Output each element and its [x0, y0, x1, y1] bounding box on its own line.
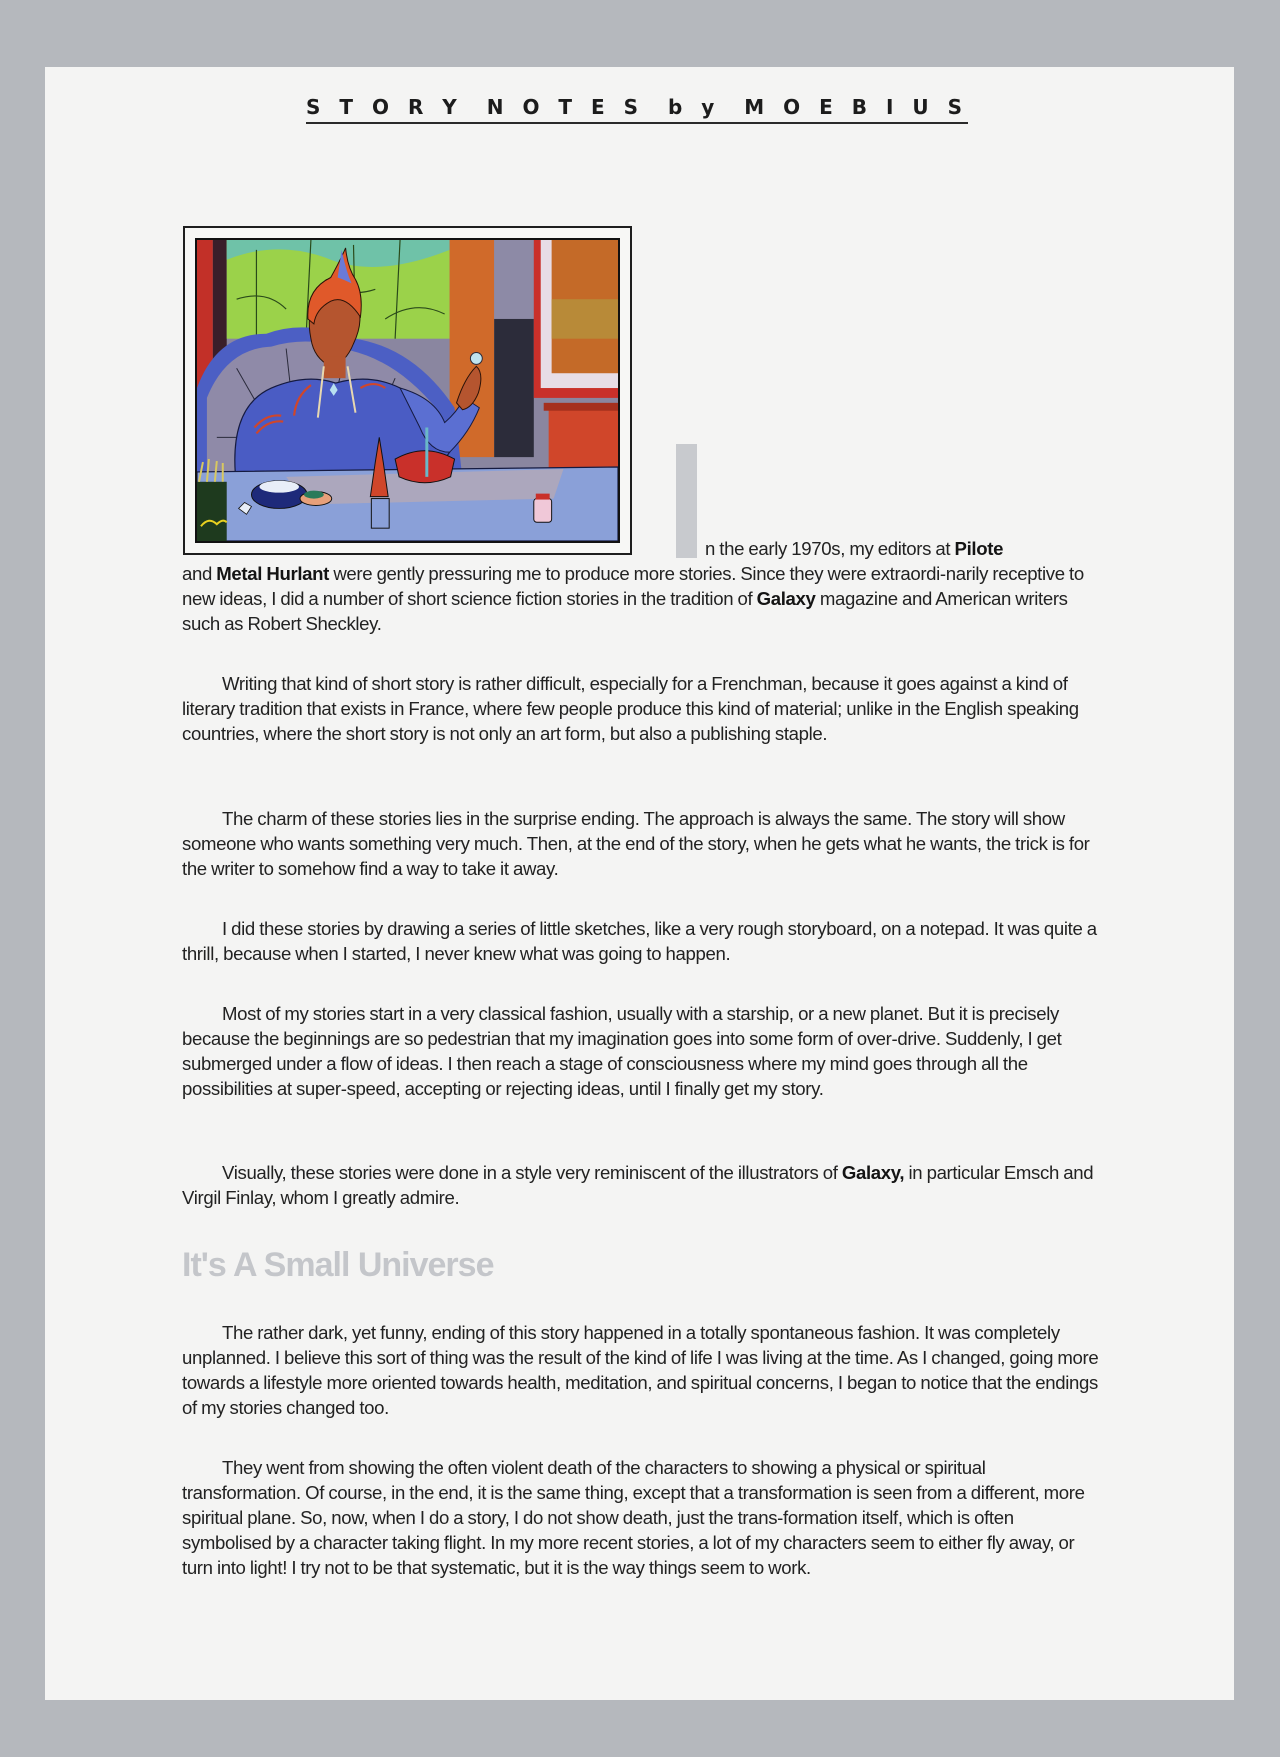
paragraph-dark-ending	[182, 1320, 1102, 1420]
publication-name-galaxy: Galaxy	[756, 588, 816, 609]
paragraph-text: They went from showing the often violent death of the characters to showing a physical or spiritual transformation. Of course, in the end, it is the same thing, except that a transformation is seen from a different, more spiritual plane. So, now, when I do a story, I do not show death, just the trans-formation itself, which is often symbolised by a character taking flight. In my more recent stories, a lot of my characters seem to either fly away, or turn into light! I try not to be that systematic, but it is the way things seem to work.	[182, 1457, 1085, 1578]
intro-text-3: magazine and American writers such as Robert Sheckley.	[182, 588, 1068, 634]
publication-name-galaxy-2: Galaxy,	[841, 1162, 905, 1183]
header-word-story: S T O R Y	[306, 95, 463, 119]
paragraph-visually	[182, 1160, 1102, 1210]
header-word-moebius: M O E B I U S	[744, 95, 968, 119]
visually-text-2: in particular Emsch and Virgil Finlay, whom I greatly admire.	[182, 1162, 1094, 1208]
intro-text-1: and	[182, 563, 217, 584]
intro-paragraph	[182, 561, 1102, 636]
publication-name-pilote: Pilote	[954, 538, 1004, 559]
intro-text-2: were gently pressuring me to produce more stories. Since they were extraordi-narily receptive to new ideas, I did a number of short science fiction stories in the tradition of	[182, 563, 1084, 609]
paragraph-writing-short-story	[182, 671, 1102, 746]
header-word-by: b y	[668, 95, 721, 119]
paragraph-text: The charm of these stories lies in the surprise ending. The approach is always the same. The story will show someone who wants something very much. Then, at the end of the story, when he gets what he wants, the trick is for the writer to somehow find a way to take it away.	[182, 808, 1090, 879]
paragraph-classical-fashion	[182, 1001, 1102, 1101]
visually-text-1: Visually, these stories were done in a style very reminiscent of the illustrators of	[222, 1162, 842, 1183]
publication-name-metal-hurlant: Metal Hurlant	[216, 563, 330, 584]
illustration-frame	[183, 226, 632, 555]
drop-cap-letter-i	[676, 444, 697, 558]
page-header	[306, 95, 968, 124]
paragraph-sketches	[182, 916, 1102, 966]
comic-panel-illustration	[195, 238, 620, 543]
paragraph-text: Writing that kind of short story is rather difficult, especially for a Frenchman, because it goes against a kind of literary tradition that exists in France, where few people produce this kind of material; unlike in the English speaking countries, where the short story is not only an art form, but also a publishing staple.	[182, 673, 1079, 744]
comic-panel-art	[197, 240, 618, 541]
intro-first-line	[705, 536, 1003, 561]
header-word-notes: N O T E S	[486, 95, 645, 119]
paragraph-text: I did these stories by drawing a series of little sketches, like a very rough storyboard, on a notepad. It was quite a thrill, because when I started, I never knew what was going to happen.	[182, 918, 1097, 964]
intro-first-line-text: n the early 1970s, my editors at	[705, 538, 955, 559]
paragraph-text: Most of my stories start in a very classical fashion, usually with a starship, or a new planet. But it is precisely because the beginnings are so pedestrian that my imagination goes into some form of over-drive. Suddenly, I get submerged under a flow of ideas. I then reach a stage of consciousness where my mind goes through all the possibilities at super-speed, accepting or rejecting ideas, until I finally get my story.	[182, 1003, 1062, 1099]
section-title: It's A Small Universe	[182, 1246, 494, 1284]
paragraph-transformation	[182, 1455, 1102, 1580]
paragraph-text: The rather dark, yet funny, ending of this story happened in a totally spontaneous fashion. It was completely unplanned. I believe this sort of thing was the result of the kind of life I was living at the time. As I changed, going more towards a lifestyle more oriented towards health, meditation, and spiritual concerns, I began to notice that the endings of my stories changed too.	[182, 1322, 1099, 1418]
paragraph-charm	[182, 806, 1102, 881]
